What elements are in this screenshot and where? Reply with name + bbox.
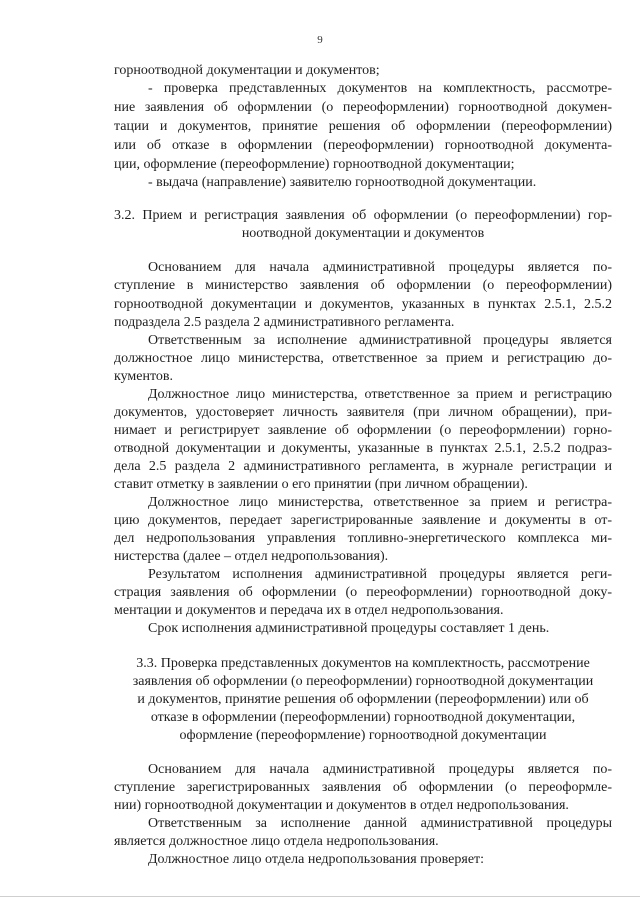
section-heading-3-3: отказе в оформлении (переоформлении) горноотводной документации, — [150, 710, 576, 725]
text-line: Должностное лицо отдела недропользования проверяет: — [148, 852, 485, 867]
section-heading-3-2: ноотводной документации и документов — [241, 226, 485, 241]
text-line: ции, оформление (переоформление) горноотводной документации; — [114, 157, 515, 172]
text-line: ступление зарегистрированных заявления об оформлении (о переоформле- — [114, 780, 612, 795]
text-line: горноотводной документации и документов, указанных в пунктах 2.5.1, 2.5.2 — [114, 297, 612, 312]
text-line: Должностное лицо министерства, ответственное за прием и регистра- — [148, 495, 612, 510]
text-line: нии) горноотводной документации и документов в отдел недропользования. — [114, 798, 569, 813]
text-line: Результатом исполнения административной процедуры является реги- — [148, 567, 612, 582]
text-line: является должностное лицо отдела недропользования. — [114, 834, 439, 849]
text-line: тации и документов, принятие решения об оформлении (переоформлении) — [114, 119, 612, 134]
text-line: ставит отметку в заявлении о его принятии (при личном обращении). — [114, 477, 528, 492]
text-line: - выдача (направление) заявителю горноотводной документации. — [148, 175, 537, 190]
text-line: - проверка представленных документов на комплектность, рассмотре- — [148, 81, 612, 96]
text-line: Ответственным за исполнение данной административной процедуры — [148, 816, 612, 831]
text-line: Должностное лицо министерства, ответственное за прием и регистрацию — [148, 387, 612, 402]
text-line: документов, удостоверяет личность заявителя (при личном обращении), при- — [114, 405, 612, 420]
text-line: или об отказе в оформлении (переоформлении) горноотводной документа- — [114, 138, 612, 153]
section-heading-3-3: 3.3. Проверка представленных документов на комплектность, рассмотрение — [136, 656, 590, 671]
text-line: подраздела 2.5 раздела 2 административного регламента. — [114, 315, 455, 330]
text-line: нистерства (далее – отдел недропользования). — [114, 549, 389, 564]
text-line: страция заявления об оформлении (о переоформлении) горноотводной доку- — [114, 585, 612, 600]
text-line: нимает и регистрирует заявление об оформлении (о переоформлении) горно- — [114, 423, 612, 438]
section-heading-3-3: оформление (переоформление) горноотводной документации — [179, 728, 547, 743]
text-line: Основанием для начала административной процедуры является по- — [148, 260, 612, 275]
section-heading-3-3: заявления об оформлении (о переоформлении) горноотводной документации — [132, 674, 594, 689]
text-line: отводной документации и документы, указанные в пунктах 2.5.1, 2.5.2 подраз- — [114, 441, 612, 456]
text-line: ние заявления об оформлении (о переоформлении) горноотводной докумен- — [114, 100, 612, 115]
text-line: Основанием для начала административной процедуры является по- — [148, 762, 612, 777]
text-line: Срок исполнения административной процедуры составляет 1 день. — [148, 621, 550, 636]
text-line: цию документов, передает зарегистрированные заявление и документы в от- — [114, 513, 612, 528]
text-line: дела 2.5 раздела 2 административного регламента, в журнале регистрации и — [114, 459, 612, 474]
text-line: должностное лицо министерства, ответственное за прием и регистрацию до- — [114, 351, 612, 366]
text-line: кументов. — [114, 369, 174, 384]
bottom-scan-edge — [0, 896, 640, 897]
text-line: ментации и документов и передача их в отдел недропользования. — [114, 603, 504, 618]
text-line: Ответственным за исполнение административной процедуры является — [148, 333, 612, 348]
section-heading-3-3: и документов, принятие решения об оформлении (переоформлении) или об — [137, 692, 589, 707]
text-line: дел недропользования управления топливно-энергетического комплекса ми- — [114, 531, 612, 546]
text-line: горноотводной документации и документов; — [114, 63, 380, 78]
page-number: 9 — [317, 34, 323, 46]
section-heading-3-2: 3.2. Прием и регистрация заявления об оформлении (о переоформлении) гор- — [114, 208, 612, 223]
text-line: ступление в министерство заявления об оформлении (о переоформлении) — [114, 278, 612, 293]
